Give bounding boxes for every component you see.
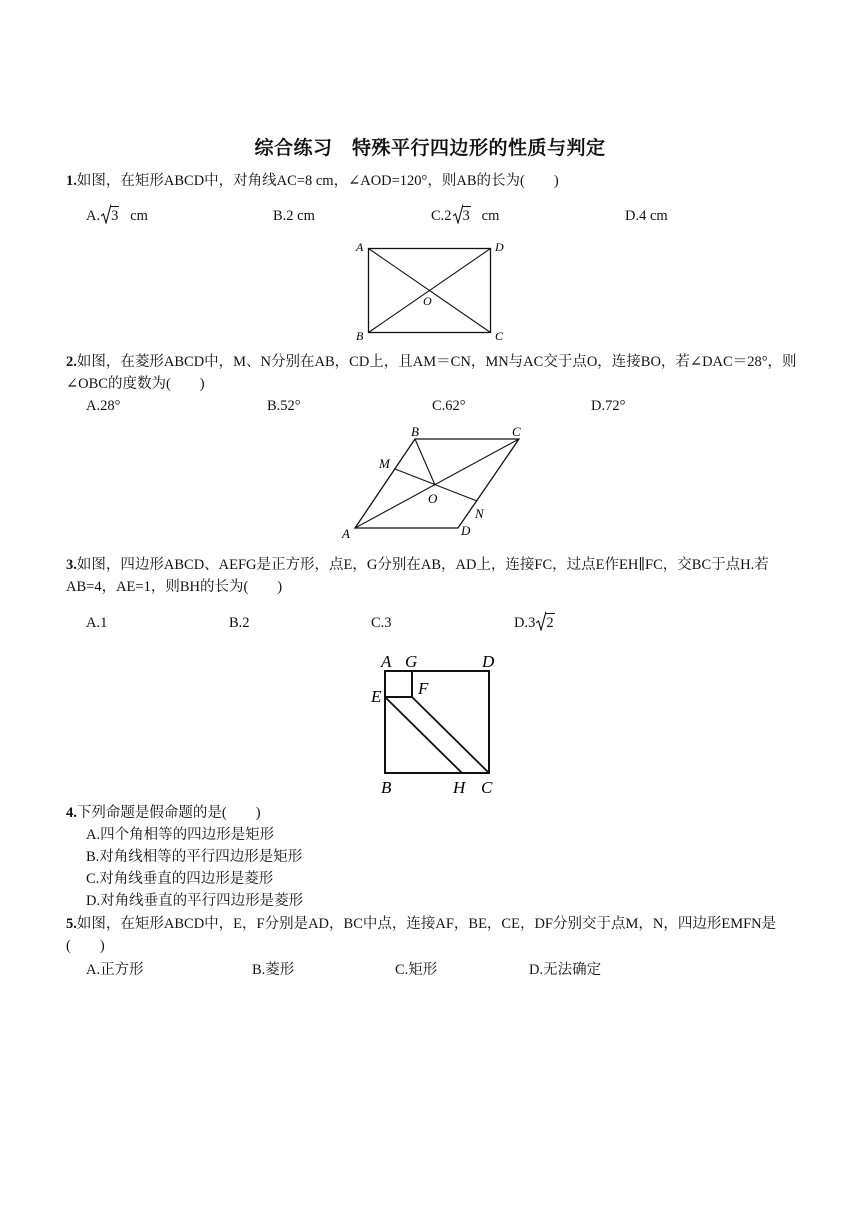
label-d: D	[461, 523, 471, 538]
label-b: B	[381, 778, 392, 797]
question-1	[66, 170, 798, 192]
sqrt-symbol: 3	[101, 205, 119, 227]
label-a: A	[342, 526, 350, 541]
label-h: H	[453, 778, 466, 797]
figure-rectangle	[352, 237, 512, 345]
option-a: A.28°	[86, 398, 121, 414]
option-a: A.四个角相等的四边形是矩形	[86, 827, 275, 843]
option-d: D.4 cm	[625, 208, 668, 224]
label-b: B	[411, 424, 419, 439]
option-d: D.3 2	[514, 612, 555, 634]
option-c: C.2 3 cm	[431, 205, 499, 227]
question-text: 如图，在矩形ABCD中，对角线AC=8 cm，∠AOD=120°，则AB的长为( )	[76, 173, 559, 189]
option-a: A.正方形	[86, 962, 144, 978]
label-d: D	[495, 240, 504, 254]
sqrt-symbol: 3	[453, 205, 471, 227]
label-b: B	[356, 329, 364, 343]
label-d: D	[482, 652, 495, 671]
question-number: 2.	[66, 354, 77, 370]
option-b: B.对角线相等的平行四边形是矩形	[86, 849, 303, 865]
label-a: A	[381, 652, 392, 671]
option-c: C.对角线垂直的四边形是菱形	[86, 871, 274, 887]
option-b: B.52°	[267, 398, 301, 414]
option-b: B.2	[229, 615, 250, 631]
option-d: D.72°	[591, 398, 626, 414]
question-5	[66, 913, 798, 957]
question-number: 5.	[66, 916, 77, 932]
question-text: 如图，在菱形ABCD中，M、N分别在AB，CD上，且AM＝CN，MN与AC交于点O，连接BO，若∠DAC＝28°，则∠OBC的度数为( )	[66, 354, 797, 392]
question-text: 下列命题是假命题的是( )	[76, 805, 261, 821]
sqrt-symbol: 2	[536, 612, 554, 634]
label-c: C	[495, 329, 504, 343]
option-b: B.菱形	[252, 962, 295, 978]
label-n: N	[475, 506, 484, 521]
question-text: 如图，在矩形ABCD中，E，F分别是AD，BC中点，连接AF，BE，CE，DF分别交于点M，N，四边形EMFN是( )	[66, 916, 777, 954]
question-text: 如图，四边形ABCD、AEFG是正方形，点E，G分别在AB，AD上，连接FC，过点E作EH∥FC，交BC于点H.若AB=4，AE=1，则BH的长为( )	[66, 557, 769, 595]
option-c: C.3	[371, 615, 392, 631]
page-title: 综合练习 特殊平行四边形的性质与判定	[254, 137, 606, 159]
label-c: C	[481, 778, 493, 797]
option-a: A.1	[86, 615, 108, 631]
label-c: C	[512, 424, 521, 439]
label-m: M	[379, 456, 390, 471]
option-c: C.62°	[432, 398, 466, 414]
label-a: A	[356, 240, 364, 254]
label-f: F	[418, 679, 429, 698]
label-o: O	[423, 294, 432, 308]
question-3	[66, 554, 798, 598]
option-a: A. 3 cm	[86, 205, 148, 227]
question-2	[66, 351, 798, 395]
figure-squares	[366, 648, 510, 798]
question-4	[66, 802, 798, 824]
label-g: G	[405, 652, 418, 671]
figure-rhombus	[338, 422, 534, 542]
label-e: E	[371, 687, 382, 706]
option-b: B.2 cm	[273, 208, 315, 224]
option-c: C.矩形	[395, 962, 438, 978]
question-number: 3.	[66, 557, 77, 573]
question-number: 4.	[66, 805, 77, 821]
option-d: D.对角线垂直的平行四边形是菱形	[86, 893, 304, 909]
option-d: D.无法确定	[529, 962, 602, 978]
question-number: 1.	[66, 173, 77, 189]
label-o: O	[428, 491, 438, 506]
